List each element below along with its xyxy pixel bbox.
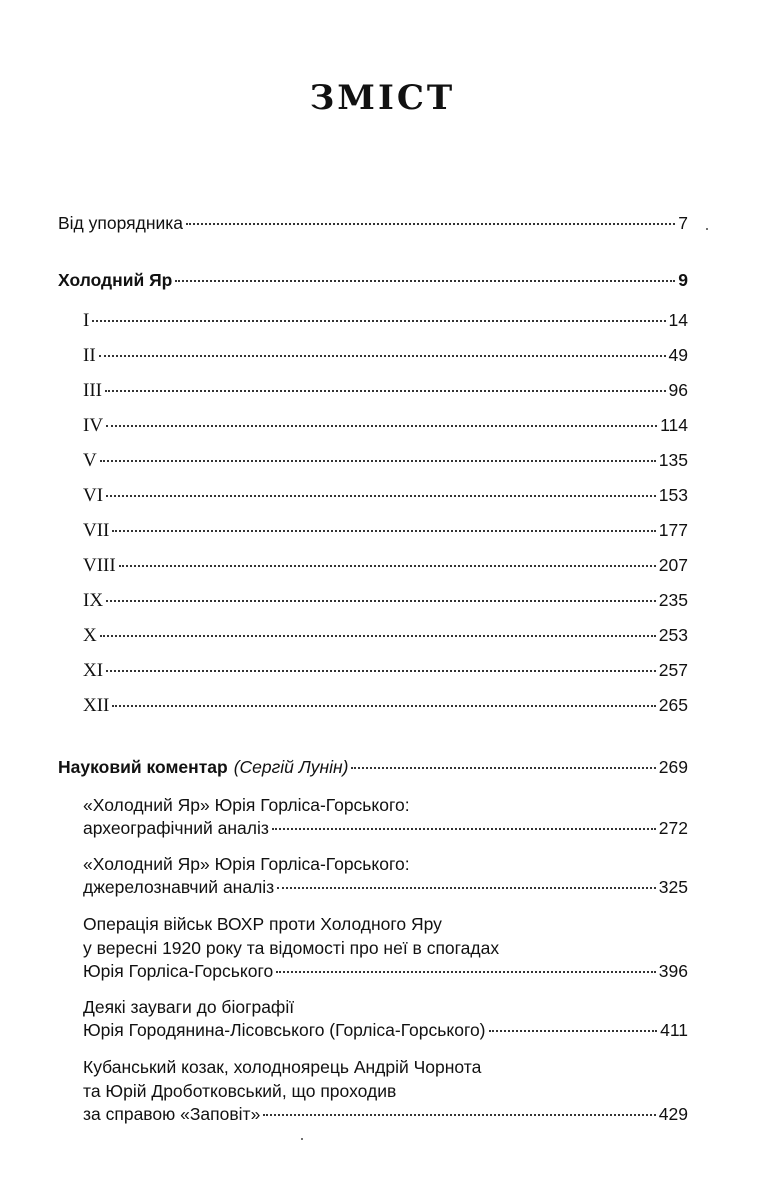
toc-entry-author: (Сергій Лунін) [233,757,349,777]
dot-leader [92,320,665,322]
toc-entry-article-5[interactable] [83,1102,688,1126]
toc-entry-page: 135 [658,450,688,470]
toc-entry-chapter-x[interactable] [83,623,688,648]
toc-entry-label: Холодний Яр [58,270,173,290]
toc-entry-intro[interactable] [58,211,688,235]
dot-leader [351,767,655,769]
toc-entry-chapter-xii[interactable] [83,693,688,718]
toc-entry-article-4[interactable] [83,1018,688,1042]
chapter-numeral: III [83,380,102,401]
toc-entry-part1[interactable] [58,268,688,292]
toc-entry-part2[interactable] [58,755,688,779]
chapter-numeral: II [83,345,96,366]
page-title: ЗМІСТ [309,78,456,118]
dot-leader [263,1114,655,1116]
toc-entry-page: 49 [668,345,688,365]
toc-entry-line: «Холодний Яр» Юрія Горліса-Горського: [83,795,410,815]
toc-entry-page: 114 [660,415,688,435]
toc-entry-line: Операція військ ВОХР проти Холодного Яру [83,914,442,934]
toc-entry-page: 235 [658,590,688,610]
dot-leader [119,565,656,567]
chapter-numeral: VII [83,520,110,541]
chapter-numeral: X [83,625,97,646]
dot-leader [112,705,655,707]
dot-leader [106,670,656,672]
toc-entry-page: 257 [658,660,688,680]
chapter-numeral: VIII [83,555,116,576]
dot-leader [175,280,675,282]
toc-entry-chapter-vii[interactable] [83,518,688,543]
toc-entry-page: 269 [658,757,688,777]
dot-leader [276,971,656,973]
toc-entry-line: у вересні 1920 року та відомості про неї в спогадах [83,938,500,958]
chapter-numeral: IV [83,415,104,436]
toc-entry-page: 7 [678,213,688,233]
toc-entry-page: 253 [658,625,688,645]
toc-entry-page: 153 [658,485,688,505]
toc-entry-label: Юрія Горліса-Горського [83,961,274,981]
toc-entry-line: «Холодний Яр» Юрія Горліса-Горського: [83,854,410,874]
toc-entry-page: 265 [658,695,688,715]
dot-leader [272,828,656,830]
toc-entry-article-3[interactable] [83,959,688,983]
dot-leader [106,495,656,497]
dot-leader [489,1030,658,1032]
toc-entry-label: джерелознавчий аналіз [83,877,275,897]
chapter-numeral: I [83,310,90,331]
dot-leader [100,635,656,637]
toc-entry-label: за справою «Заповіт» [83,1104,261,1124]
dot-leader [106,425,657,427]
dot-leader [112,530,655,532]
toc-entry-page: 429 [658,1104,688,1124]
print-speck [301,1138,303,1140]
toc-entry-chapter-ix[interactable] [83,588,688,613]
toc-entry-label: Юрія Городянина-Лісовського (Горліса-Горського) [83,1020,486,1040]
chapter-numeral: VI [83,485,104,506]
dot-leader [106,600,656,602]
toc-entry-page: 272 [658,818,688,838]
dot-leader [186,223,675,225]
toc-entry-page: 411 [660,1020,688,1040]
toc-entry-page: 9 [678,270,688,290]
toc-entry-chapter-ii[interactable] [83,343,688,368]
toc-entry-page: 14 [668,310,688,330]
toc-entry-chapter-viii[interactable] [83,553,688,578]
toc-entry-chapter-iv[interactable] [83,413,688,438]
toc-entry-chapter-i[interactable] [83,308,688,333]
chapter-numeral: XII [83,695,110,716]
toc-entry-chapter-v[interactable] [83,448,688,473]
toc-entry-label: Науковий коментар [58,757,228,777]
toc-entry-page: 96 [668,380,688,400]
toc-entry-line: та Юрій Дроботковський, що проходив [83,1081,397,1101]
toc-entry-label: Від упорядника [58,213,184,233]
toc-entry-label: археографічний аналіз [83,818,269,838]
dot-leader [99,355,666,357]
toc-entry-line: Деякі зауваги до біографії [83,997,295,1017]
chapter-numeral: XI [83,660,104,681]
toc-entry-page: 325 [658,877,688,897]
toc-entry-article-1[interactable] [83,816,688,840]
print-speck [706,228,708,230]
toc-entry-line: Кубанський козак, холодноярець Андрій Чорнота [83,1057,482,1077]
toc-entry-chapter-xi[interactable] [83,658,688,683]
dot-leader [277,887,656,889]
chapter-numeral: IX [83,590,104,611]
toc-entry-page: 207 [658,555,688,575]
toc-entry-page: 396 [658,961,688,981]
toc-entry-page: 177 [658,520,688,540]
toc-entry-chapter-iii[interactable] [83,378,688,403]
chapter-numeral: V [83,450,97,471]
toc-entry-chapter-vi[interactable] [83,483,688,508]
dot-leader [100,460,656,462]
toc-entry-article-2[interactable] [83,875,688,899]
dot-leader [105,390,666,392]
